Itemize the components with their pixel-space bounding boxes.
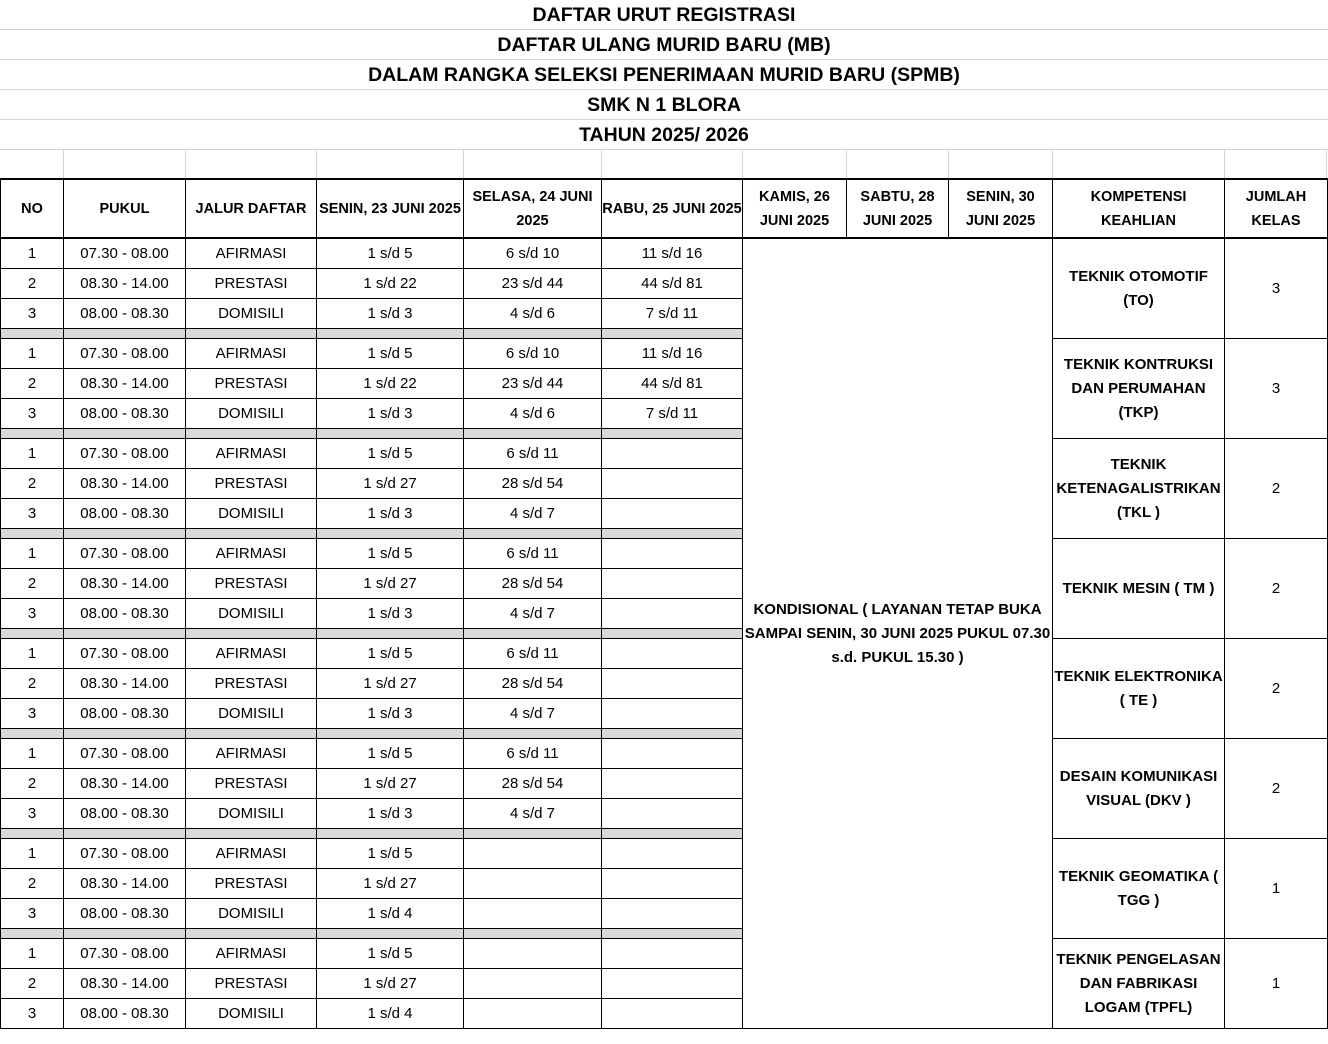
cell-rabu — [602, 569, 743, 599]
cell-pukul: 08.00 - 08.30 — [64, 699, 186, 729]
cell-senin: 1 s/d 4 — [317, 999, 464, 1029]
cell-no: 3 — [1, 299, 64, 329]
cell-kompetensi: TEKNIK PENGELASAN DAN FABRIKASI LOGAM (TPFL) — [1053, 939, 1225, 1029]
table-row — [1, 839, 1328, 869]
title-line-2: DAFTAR ULANG MURID BARU (MB) — [0, 30, 1328, 60]
separator-cell — [64, 629, 186, 639]
header-senin-23: SENIN, 23 JUNI 2025 — [317, 179, 464, 238]
cell-no: 1 — [1, 839, 64, 869]
separator-cell — [186, 829, 317, 839]
cell-senin: 1 s/d 5 — [317, 839, 464, 869]
separator-cell — [64, 729, 186, 739]
header-jumlah-kelas: JUMLAH KELAS — [1225, 179, 1328, 238]
cell-selasa: 4 s/d 7 — [464, 499, 602, 529]
cell-selasa: 6 s/d 11 — [464, 439, 602, 469]
cell-pukul: 07.30 - 08.00 — [64, 439, 186, 469]
cell-selasa: 23 s/d 44 — [464, 269, 602, 299]
cell-no: 1 — [1, 439, 64, 469]
cell-pukul: 07.30 - 08.00 — [64, 739, 186, 769]
cell-kompetensi: TEKNIK KETENAGALISTRIKAN (TKL ) — [1053, 439, 1225, 539]
cell-senin: 1 s/d 5 — [317, 639, 464, 669]
cell-selasa: 6 s/d 10 — [464, 339, 602, 369]
cell-rabu — [602, 799, 743, 829]
cell-no: 1 — [1, 539, 64, 569]
cell-rabu: 44 s/d 81 — [602, 369, 743, 399]
cell-jalur: DOMISILI — [186, 599, 317, 629]
cell-selasa — [464, 969, 602, 999]
cell-no: 2 — [1, 769, 64, 799]
header-selasa-24: SELASA, 24 JUNI 2025 — [464, 179, 602, 238]
cell-no: 2 — [1, 269, 64, 299]
cell-senin: 1 s/d 3 — [317, 399, 464, 429]
cell-no: 3 — [1, 899, 64, 929]
separator-cell — [464, 329, 602, 339]
cell-jalur: AFIRMASI — [186, 439, 317, 469]
cell-senin: 1 s/d 5 — [317, 439, 464, 469]
cell-jalur: PRESTASI — [186, 669, 317, 699]
separator-cell — [464, 629, 602, 639]
cell-pukul: 07.30 - 08.00 — [64, 238, 186, 269]
separator-cell — [1, 329, 64, 339]
separator-cell — [64, 529, 186, 539]
separator-cell — [317, 829, 464, 839]
cell-no: 1 — [1, 339, 64, 369]
cell-selasa: 4 s/d 7 — [464, 799, 602, 829]
cell-rabu — [602, 739, 743, 769]
cell-jalur: DOMISILI — [186, 499, 317, 529]
separator-cell — [602, 729, 743, 739]
cell-rabu — [602, 939, 743, 969]
cell-jalur: AFIRMASI — [186, 238, 317, 269]
separator-cell — [602, 429, 743, 439]
separator-cell — [1, 829, 64, 839]
separator-cell — [1, 729, 64, 739]
cell-kompetensi: TEKNIK GEOMATIKA ( TGG ) — [1053, 839, 1225, 939]
separator-cell — [1, 429, 64, 439]
cell-senin: 1 s/d 3 — [317, 699, 464, 729]
header-row — [1, 179, 1328, 238]
cell-no: 2 — [1, 469, 64, 499]
cell-pukul: 08.30 - 14.00 — [64, 969, 186, 999]
kondisional-note: KONDISIONAL ( LAYANAN TETAP BUKA SAMPAI SENIN, 30 JUNI 2025 PUKUL 07.30 s.d. PUKUL 15.30 ) — [743, 238, 1053, 1029]
header-jalur-daftar: JALUR DAFTAR — [186, 179, 317, 238]
cell-pukul: 08.00 - 08.30 — [64, 799, 186, 829]
cell-pukul: 07.30 - 08.00 — [64, 339, 186, 369]
cell-no: 2 — [1, 669, 64, 699]
cell-jalur: PRESTASI — [186, 269, 317, 299]
cell-senin: 1 s/d 3 — [317, 499, 464, 529]
separator-cell — [317, 729, 464, 739]
cell-pukul: 08.30 - 14.00 — [64, 669, 186, 699]
cell-rabu — [602, 499, 743, 529]
separator-cell — [1, 529, 64, 539]
separator-cell — [64, 829, 186, 839]
cell-pukul: 07.30 - 08.00 — [64, 639, 186, 669]
cell-pukul: 08.00 - 08.30 — [64, 299, 186, 329]
header-kamis-26: KAMIS, 26 JUNI 2025 — [743, 179, 847, 238]
cell-jalur: PRESTASI — [186, 469, 317, 499]
separator-cell — [464, 929, 602, 939]
separator-cell — [186, 729, 317, 739]
cell-senin: 1 s/d 4 — [317, 899, 464, 929]
cell-jalur: DOMISILI — [186, 699, 317, 729]
cell-jumlah-kelas: 2 — [1225, 539, 1328, 639]
cell-no: 3 — [1, 499, 64, 529]
separator-cell — [186, 429, 317, 439]
cell-pukul: 08.00 - 08.30 — [64, 599, 186, 629]
cell-pukul: 08.30 - 14.00 — [64, 269, 186, 299]
table-row — [1, 739, 1328, 769]
cell-senin: 1 s/d 5 — [317, 939, 464, 969]
cell-jumlah-kelas: 2 — [1225, 439, 1328, 539]
cell-jalur: DOMISILI — [186, 999, 317, 1029]
separator-cell — [317, 329, 464, 339]
cell-senin: 1 s/d 5 — [317, 539, 464, 569]
cell-jalur: AFIRMASI — [186, 539, 317, 569]
cell-jalur: DOMISILI — [186, 799, 317, 829]
cell-selasa — [464, 839, 602, 869]
cell-pukul: 08.00 - 08.30 — [64, 399, 186, 429]
cell-selasa — [464, 999, 602, 1029]
separator-cell — [1, 629, 64, 639]
cell-no: 3 — [1, 799, 64, 829]
cell-jalur: AFIRMASI — [186, 339, 317, 369]
separator-cell — [186, 629, 317, 639]
cell-no: 2 — [1, 869, 64, 899]
cell-senin: 1 s/d 27 — [317, 769, 464, 799]
cell-kompetensi: TEKNIK MESIN ( TM ) — [1053, 539, 1225, 639]
cell-senin: 1 s/d 27 — [317, 669, 464, 699]
separator-cell — [464, 429, 602, 439]
cell-selasa — [464, 899, 602, 929]
separator-cell — [464, 829, 602, 839]
cell-selasa: 4 s/d 6 — [464, 399, 602, 429]
cell-no: 1 — [1, 238, 64, 269]
header-kompetensi-keahlian: KOMPETENSI KEAHLIAN — [1053, 179, 1225, 238]
cell-jalur: PRESTASI — [186, 769, 317, 799]
cell-jumlah-kelas: 1 — [1225, 939, 1328, 1029]
cell-pukul: 08.00 - 08.30 — [64, 999, 186, 1029]
cell-selasa: 6 s/d 11 — [464, 539, 602, 569]
cell-jalur: AFIRMASI — [186, 739, 317, 769]
cell-jalur: PRESTASI — [186, 569, 317, 599]
header-sabtu-28: SABTU, 28 JUNI 2025 — [847, 179, 949, 238]
cell-jalur: PRESTASI — [186, 969, 317, 999]
cell-rabu — [602, 599, 743, 629]
cell-jumlah-kelas: 2 — [1225, 639, 1328, 739]
table-row — [1, 339, 1328, 369]
cell-rabu — [602, 999, 743, 1029]
cell-selasa: 28 s/d 54 — [464, 469, 602, 499]
cell-selasa: 4 s/d 7 — [464, 699, 602, 729]
cell-no: 1 — [1, 639, 64, 669]
cell-selasa: 28 s/d 54 — [464, 769, 602, 799]
table-row — [1, 639, 1328, 669]
cell-pukul: 08.30 - 14.00 — [64, 469, 186, 499]
cell-no: 1 — [1, 739, 64, 769]
cell-senin: 1 s/d 3 — [317, 599, 464, 629]
cell-selasa — [464, 869, 602, 899]
cell-selasa: 28 s/d 54 — [464, 569, 602, 599]
cell-rabu: 7 s/d 11 — [602, 299, 743, 329]
separator-cell — [317, 529, 464, 539]
cell-senin: 1 s/d 3 — [317, 299, 464, 329]
cell-rabu — [602, 969, 743, 999]
separator-cell — [602, 629, 743, 639]
cell-jumlah-kelas: 3 — [1225, 339, 1328, 439]
cell-jalur: DOMISILI — [186, 899, 317, 929]
cell-pukul: 08.30 - 14.00 — [64, 869, 186, 899]
cell-senin: 1 s/d 5 — [317, 238, 464, 269]
separator-cell — [186, 529, 317, 539]
schedule-table — [0, 178, 1328, 1029]
cell-rabu — [602, 539, 743, 569]
separator-cell — [64, 329, 186, 339]
cell-senin: 1 s/d 5 — [317, 739, 464, 769]
cell-jalur: DOMISILI — [186, 399, 317, 429]
cell-jalur: AFIRMASI — [186, 939, 317, 969]
cell-senin: 1 s/d 27 — [317, 869, 464, 899]
cell-no: 1 — [1, 939, 64, 969]
cell-rabu — [602, 699, 743, 729]
separator-cell — [317, 929, 464, 939]
header-rabu-25: RABU, 25 JUNI 2025 — [602, 179, 743, 238]
cell-senin: 1 s/d 22 — [317, 369, 464, 399]
cell-kompetensi: TEKNIK KONTRUKSI DAN PERUMAHAN (TKP) — [1053, 339, 1225, 439]
cell-pukul: 08.30 - 14.00 — [64, 369, 186, 399]
cell-pukul: 08.00 - 08.30 — [64, 899, 186, 929]
title-line-1: DAFTAR URUT REGISTRASI — [0, 0, 1328, 30]
schedule-body — [1, 238, 1328, 1029]
table-row — [1, 939, 1328, 969]
cell-jumlah-kelas: 2 — [1225, 739, 1328, 839]
separator-cell — [602, 529, 743, 539]
cell-selasa: 6 s/d 11 — [464, 739, 602, 769]
cell-rabu — [602, 669, 743, 699]
separator-cell — [602, 929, 743, 939]
cell-jalur: PRESTASI — [186, 869, 317, 899]
cell-no: 2 — [1, 569, 64, 599]
cell-rabu: 44 s/d 81 — [602, 269, 743, 299]
separator-cell — [602, 829, 743, 839]
header-pukul: PUKUL — [64, 179, 186, 238]
cell-pukul: 08.00 - 08.30 — [64, 499, 186, 529]
title-line-3: DALAM RANGKA SELEKSI PENERIMAAN MURID BARU (SPMB) — [0, 60, 1328, 90]
cell-kompetensi: TEKNIK ELEKTRONIKA ( TE ) — [1053, 639, 1225, 739]
table-row — [1, 539, 1328, 569]
cell-selasa: 4 s/d 6 — [464, 299, 602, 329]
cell-jumlah-kelas: 1 — [1225, 839, 1328, 939]
separator-cell — [64, 429, 186, 439]
cell-senin: 1 s/d 27 — [317, 469, 464, 499]
table-row — [1, 238, 1328, 269]
empty-spreadsheet-row — [0, 150, 1328, 178]
cell-rabu — [602, 769, 743, 799]
cell-selasa — [464, 939, 602, 969]
cell-no: 2 — [1, 369, 64, 399]
cell-senin: 1 s/d 27 — [317, 969, 464, 999]
cell-rabu — [602, 439, 743, 469]
title-line-4: SMK N 1 BLORA — [0, 90, 1328, 120]
table-row — [1, 439, 1328, 469]
cell-kompetensi: TEKNIK OTOMOTIF (TO) — [1053, 238, 1225, 339]
separator-cell — [186, 929, 317, 939]
cell-senin: 1 s/d 22 — [317, 269, 464, 299]
cell-selasa: 28 s/d 54 — [464, 669, 602, 699]
cell-rabu — [602, 639, 743, 669]
cell-rabu: 11 s/d 16 — [602, 238, 743, 269]
cell-kompetensi: DESAIN KOMUNIKASI VISUAL (DKV ) — [1053, 739, 1225, 839]
cell-rabu: 7 s/d 11 — [602, 399, 743, 429]
cell-no: 2 — [1, 969, 64, 999]
cell-rabu — [602, 869, 743, 899]
title-line-5: TAHUN 2025/ 2026 — [0, 120, 1328, 150]
separator-cell — [186, 329, 317, 339]
cell-jalur: DOMISILI — [186, 299, 317, 329]
cell-rabu: 11 s/d 16 — [602, 339, 743, 369]
cell-jalur: AFIRMASI — [186, 639, 317, 669]
cell-pukul: 08.30 - 14.00 — [64, 569, 186, 599]
cell-no: 3 — [1, 399, 64, 429]
cell-rabu — [602, 839, 743, 869]
document-title-block — [0, 0, 1328, 150]
cell-no: 3 — [1, 999, 64, 1029]
cell-senin: 1 s/d 5 — [317, 339, 464, 369]
cell-pukul: 08.30 - 14.00 — [64, 769, 186, 799]
cell-rabu — [602, 899, 743, 929]
separator-cell — [317, 429, 464, 439]
cell-jumlah-kelas: 3 — [1225, 238, 1328, 339]
cell-pukul: 07.30 - 08.00 — [64, 939, 186, 969]
cell-jalur: PRESTASI — [186, 369, 317, 399]
separator-cell — [1, 929, 64, 939]
cell-senin: 1 s/d 27 — [317, 569, 464, 599]
cell-pukul: 07.30 - 08.00 — [64, 839, 186, 869]
separator-cell — [464, 729, 602, 739]
cell-pukul: 07.30 - 08.00 — [64, 539, 186, 569]
separator-cell — [64, 929, 186, 939]
cell-selasa: 6 s/d 10 — [464, 238, 602, 269]
header-no: NO — [1, 179, 64, 238]
cell-rabu — [602, 469, 743, 499]
separator-cell — [464, 529, 602, 539]
cell-selasa: 6 s/d 11 — [464, 639, 602, 669]
cell-selasa: 23 s/d 44 — [464, 369, 602, 399]
cell-no: 3 — [1, 699, 64, 729]
cell-jalur: AFIRMASI — [186, 839, 317, 869]
cell-no: 3 — [1, 599, 64, 629]
cell-selasa: 4 s/d 7 — [464, 599, 602, 629]
header-senin-30: SENIN, 30 JUNI 2025 — [949, 179, 1053, 238]
cell-senin: 1 s/d 3 — [317, 799, 464, 829]
separator-cell — [602, 329, 743, 339]
separator-cell — [317, 629, 464, 639]
